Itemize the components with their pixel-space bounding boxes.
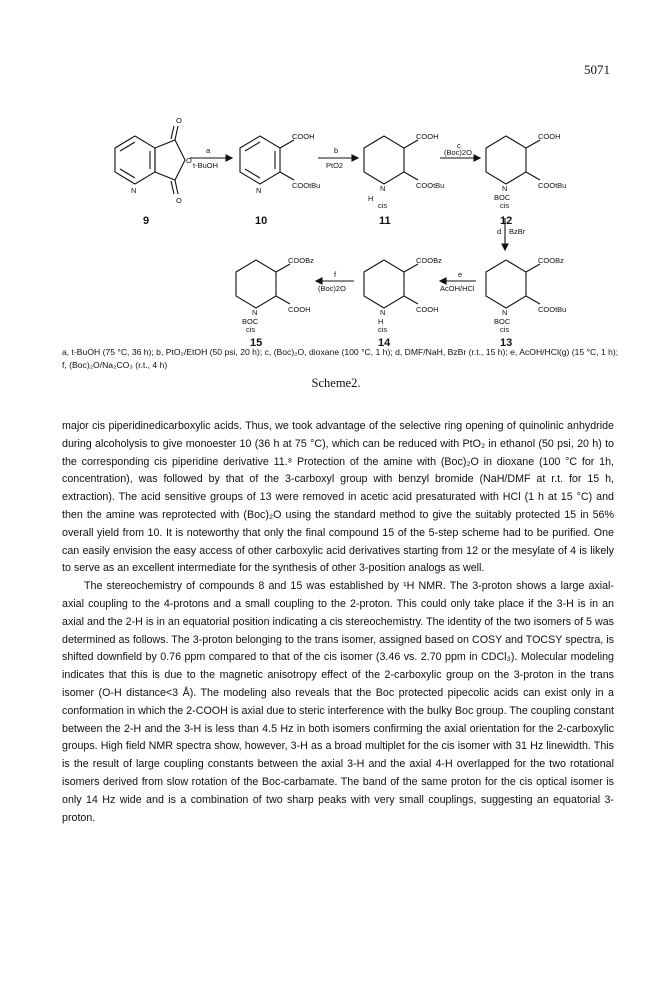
oxygen-label: O (176, 196, 182, 205)
substituent-label: COOH (538, 132, 561, 141)
nitrogen-label: N (502, 308, 508, 317)
structure-10 (240, 136, 294, 184)
arrow-letter: b (334, 146, 339, 155)
substituent-label: COOtBu (538, 305, 567, 314)
compound-number: 11 (379, 215, 391, 227)
compound-number: 15 (250, 337, 263, 349)
stereo-label: cis (378, 201, 388, 210)
article-body (62, 418, 614, 827)
oxygen-label: O (186, 156, 192, 165)
substituent-label: COOH (292, 132, 315, 141)
arrow-reagent: BzBr (509, 227, 526, 236)
boc-label: BOC (494, 317, 511, 326)
nitrogen-label: N (380, 184, 386, 193)
compound-number: 10 (255, 215, 268, 227)
compound-number: 9 (143, 215, 150, 227)
stereo-label: cis (500, 201, 510, 210)
substituent-label: COOBz (538, 256, 564, 265)
compound-number: 13 (500, 337, 513, 349)
structure-9 (115, 126, 185, 194)
arrow-reagent: AcOH/HCl (440, 284, 475, 293)
scheme-conditions: a, t-BuOH (75 °C, 36 h); b, PtO₂/EtOH (50 psi, 20 h); c, (Boc)₂O, dioxane (100 °C, 1 h); d, DMF/NaH, BzBr (r.t., 15 h); e, AcOH/HCl(g) (15 °C, 1 h); f, (Boc)₂O/Na₂CO₃ (r.t., 4 h) (62, 347, 619, 370)
nitrogen-label: N (252, 308, 258, 317)
substituent-label: COOtBu (292, 181, 321, 190)
boc-label: BOC (494, 193, 511, 202)
hydrogen-label: H (378, 317, 384, 326)
substituent-label: COOtBu (416, 181, 445, 190)
arrow-letter: a (206, 146, 211, 155)
structure-14 (364, 260, 418, 308)
substituent-label: COOBz (416, 256, 442, 265)
oxygen-label: O (176, 116, 182, 125)
stereo-label: cis (500, 325, 510, 334)
substituent-label: COOBz (288, 256, 314, 265)
arrow-reagent: t-BuOH (193, 161, 219, 170)
arrow-reagent: PtO2 (326, 161, 344, 170)
page-number: 5071 (584, 62, 610, 77)
substituent-label: COOH (416, 132, 439, 141)
structure-12 (486, 136, 540, 184)
arrow-reagent: (Boc)2O (318, 284, 346, 293)
boc-label: BOC (242, 317, 259, 326)
compound-number: 14 (378, 337, 391, 349)
nitrogen-label: N (256, 186, 262, 195)
scheme-caption: Scheme2. (311, 376, 361, 390)
structure-11 (364, 136, 418, 184)
substituent-label: COOH (288, 305, 311, 314)
reaction-scheme (0, 0, 672, 380)
nitrogen-label: N (502, 184, 508, 193)
arrow-letter: f (334, 270, 337, 279)
compound-number: 12 (500, 215, 513, 227)
structure-15 (236, 260, 290, 308)
arrow-letter: d (497, 227, 502, 236)
nitrogen-label: N (131, 186, 137, 195)
nitrogen-label: N (380, 308, 386, 317)
structure-13 (486, 260, 540, 308)
arrow-reagent: (Boc)2O (444, 148, 472, 157)
stereo-label: cis (378, 325, 388, 334)
arrow-letter: c (457, 141, 461, 150)
substituent-label: COOtBu (538, 181, 567, 190)
paragraph: major cis piperidinedicarboxylic acids. Thus, we took advantage of the selective ring opening of quinolinic anhydride during alcoholysis to give monoester 10 (36 h at 75 °C), which can be reduced with PtO₂ in ethanol (50 psi, 20 h) to the corresponding cis piperidine derivative 11.⁸ Protection of the amine with (Boc)₂O in dioxane (100 °C for 1h, concentration), was followed by that of the 3-carboxyl group with benzyl bromide (NaH/DMF at r.t. for 15 h, extraction). The acid sensitive groups of 13 were removed in acetic acid presaturated with HCl (1 h at 15 °C) and then the amine was reprotected with (Boc)₂O using the standard method to give the suitably protected 15 in 56% overall yield from 10. It is noteworthy that only the final compound 15 of the 5-step scheme had to be purified. One can easily envision the easy access of other carboxylic acid derivatives starting from 12 or the mesylate of 4 is likely to serve as an excellent intermediate for the synthesis of other 3-position analogs as well. (62, 420, 614, 575)
hydrogen-label: H (368, 194, 374, 203)
stereo-label: cis (246, 325, 256, 334)
paragraph: The stereochemistry of compounds 8 and 15 was established by ¹H NMR. The 3-proton shows a large axial-axial coupling to the 4-protons and a small coupling to the 2-proton. This could only take place if the 3-H is in an axial and the 2-H is in an equatorial position indicating a cis stereochemistry. The identity of the two isomers of 5 was determined as follows. The 3-proton belonging to the trans isomer, assigned based on COSY and TOCSY spectra, is shifted downfield by 0.76 ppm compared to that of the cis isomer (3.46 vs. 2.70 ppm in CDCl₃). Molecular modeling indicates that this is due to the magnetic anisotropy effect of the 2-carboxylic group on the 3-proton in the trans isomer (O-H distance<3 Å). The modeling also reveals that the Boc protected pipecolic acids can exist only in a conformation in which the 2-COOH is axial due to steric interference with the bulky Boc group. The coupling constant between the 2-H and the 3-H is less than 4.5 Hz in both isomers confirming the axial orientation for the 2-carboxylic groups. High field NMR spectra show, however, 3-H as a broad multiplet for the cis isomer with 31 Hz linewidth. This is the result of large coupling constants between the axial 3-H and the axial 4-H overlapped for the two rotational isomers derived from slow rotation of the Boc-carbamate. The band of the same proton for the cis optical isomer is only 14 Hz wide and is a combination of two sharp peaks with very small couplings, suggesting an equatorial 3-proton. (62, 580, 614, 824)
arrow-letter: e (458, 270, 463, 279)
substituent-label: COOH (416, 305, 439, 314)
